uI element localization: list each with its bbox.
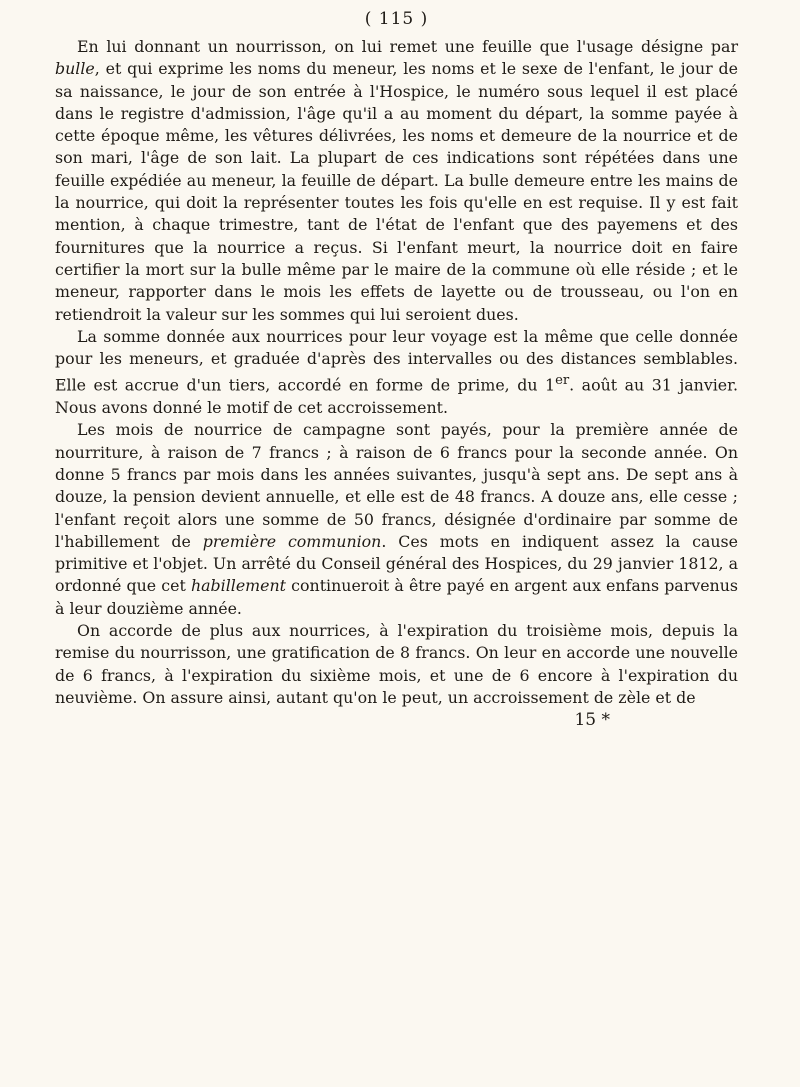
paragraph-gratification: On accorde de plus aux nourrices, à l'expiration du troisième mois, depuis la remise du nourrisson, une gratification de 8 francs. On leur en accorde une nouvelle de 6 francs, à l'expiration du sixième mois, et une de 6 encore à l'expiration du neuvième. On assure ainsi, autant qu'on le peut, un accroissement de zèle et de xyxy=(55,620,738,707)
signature-mark: 15 * xyxy=(574,710,610,731)
page-number: ( 115 ) xyxy=(364,9,429,29)
paragraph-bulle: En lui donnant un nourrisson, on lui remet une feuille que l'usage désigne par bulle, et qui exprime les noms du meneur, les noms et le sexe de l'enfant, le jour de sa naissance, le jour de son entrée à l'Hospice, le numéro sous lequel il est placé dans le registre d'admission, l'âge qu'il a au moment du départ, la somme payée à cette époque même, les vêtures délivrées, les noms et demeure de la nourrice et de son mari, l'âge de son lait. La plupart de ces indications sont répétées dans une feuille expédiée au meneur, la feuille de départ. La bulle demeure entre les mains de la nourrice, qui doit la représenter toutes les fois qu'elle en est requise. Il y est fait mention, à chaque trimestre, tant de l'état de l'enfant que des payemens et des fournitures que la nourrice a reçus. Si l'enfant meurt, la nourrice doit en faire certifier la mort sur la bulle même par le maire de la commune où elle réside ; et le meneur, rapporter dans le mois les effets de layette ou de trousseau, ou l'on en retiendroit la valeur sur les sommes qui lui seroient dues. xyxy=(55,37,738,324)
paragraph-voyage: La somme donnée aux nourrices pour leur voyage est la même que celle donnée pour les meneurs, et graduée d'après des intervalles ou des distances semblables. Elle est accrue d'un tiers, accordé en forme de prime, du 1er. août au 31 janvier. Nous avons donné le motif de cet accroissement. xyxy=(55,326,738,418)
paragraph-mois-de-nourrice: Les mois de nourrice de campagne sont payés, pour la première année de nourriture, à raison de 7 francs ; à raison de 6 francs pour la seconde année. On donne 5 francs par mois dans les années suivantes, jusqu'à sept ans. De sept ans à douze, la pension devient annuelle, et elle est de 48 francs. A douze ans, elle cesse ; l'enfant reçoit alors une somme de 50 francs, désignée d'ordinaire par somme de l'habillement de première communion. Ces mots en indiquent assez la cause primitive et l'objet. Un arrêté du Conseil général des Hospices, du 29 janvier 1812, a ordonné que cet habillement continueroit à être payé en argent aux enfans parvenus à leur douzième année. xyxy=(55,420,739,618)
